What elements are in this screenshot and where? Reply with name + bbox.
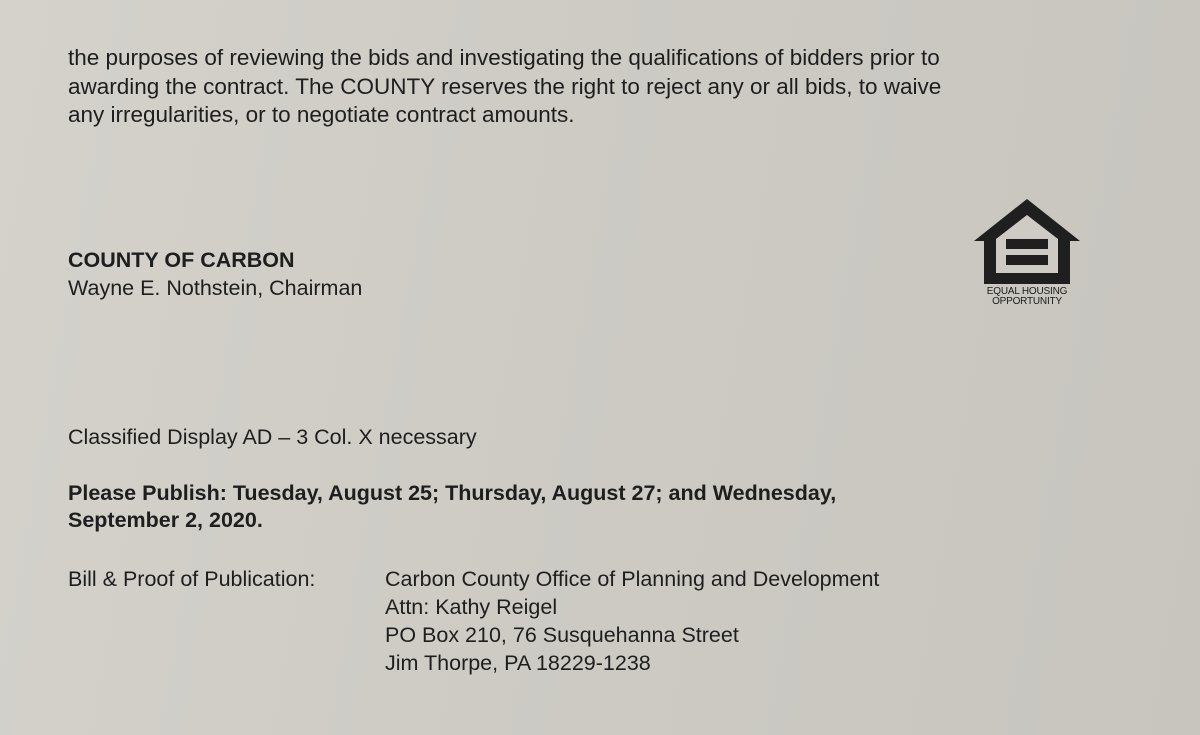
equal-housing-line: EQUAL HOUSING [986,286,1068,297]
opportunity-line: OPPORTUNITY [992,296,1062,307]
address-line: Attn: Kathy Reigel [385,595,558,619]
address-line: PO Box 210, 76 Susquehanna Street [385,623,739,647]
billing-label: Bill & Proof of Publication: [68,567,316,591]
signature-block [68,246,362,302]
paragraph-line: awarding the contract. The COUNTY reserves the right to reject any or all bids, to waive [68,73,942,99]
terms-paragraph [68,44,1178,130]
publish-line: Please Publish: Tuesday, August 25; Thursday, August 27; and Wednesday, [68,481,837,505]
classified-line: Classified Display AD – 3 Col. X necessary [68,425,477,449]
equal-housing-caption [972,287,1082,307]
publish-instructions [68,480,1178,534]
billing-address [385,565,879,677]
org-name: COUNTY OF CARBON [68,248,295,272]
paragraph-line: the purposes of reviewing the bids and investigating the qualifications of bidders prior to [68,45,940,70]
equal-housing-logo [972,195,1082,315]
chairman-name: Wayne E. Nothstein, Chairman [68,276,363,300]
address-line: Carbon County Office of Planning and Development [385,567,880,591]
publish-line: September 2, 2020. [68,508,263,532]
equal-housing-house-icon [972,195,1082,287]
paragraph-line: any irregularities, or to negotiate contract amounts. [68,102,575,127]
address-line: Jim Thorpe, PA 18229-1238 [385,651,651,675]
